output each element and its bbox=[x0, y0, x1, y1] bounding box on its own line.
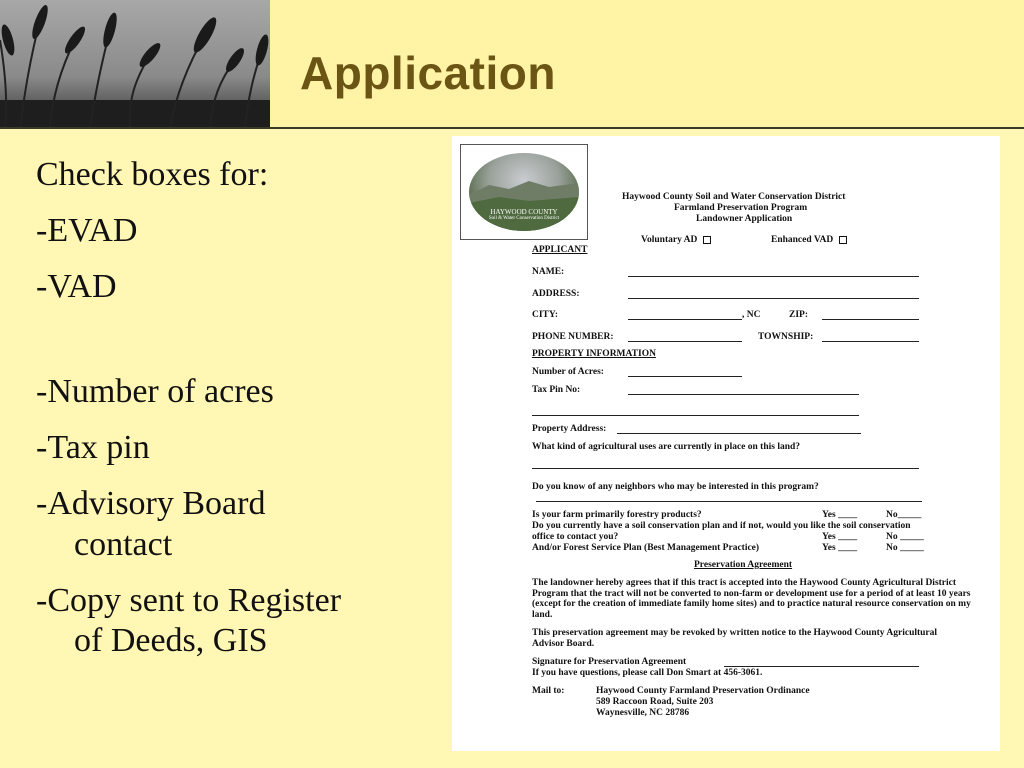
nc-label: , NC bbox=[742, 310, 761, 320]
zip-line[interactable] bbox=[822, 319, 919, 320]
bullet-advisory-board-cont: contact bbox=[74, 525, 173, 563]
address-label: ADDRESS: bbox=[532, 289, 580, 299]
mail-line-3: Waynesville, NC 28786 bbox=[596, 708, 690, 718]
slide-header bbox=[0, 0, 1024, 128]
tax-pin-label: Tax Pin No: bbox=[532, 385, 581, 395]
forest-plan-no[interactable]: No _____ bbox=[886, 543, 924, 553]
applicant-heading: APPLICANT bbox=[532, 245, 588, 255]
slide-title: Application bbox=[300, 47, 556, 99]
wheat-silhouette-image bbox=[0, 0, 270, 128]
bullet-evad: -EVAD bbox=[36, 211, 138, 249]
form-heading-2: Farmland Preservation Program bbox=[674, 203, 808, 213]
forest-plan-question: And/or Forest Service Plan (Best Management Practice) bbox=[532, 543, 760, 553]
forestry-no[interactable]: No_____ bbox=[886, 510, 922, 520]
forestry-question: Is your farm primarily forestry products? bbox=[532, 510, 702, 520]
property-address-line[interactable] bbox=[617, 433, 861, 434]
bullet-advisory-board: -Advisory Board bbox=[36, 484, 266, 522]
mail-line-1: Haywood County Farmland Preservation Ordinance bbox=[596, 686, 810, 696]
enhanced-vad-checkbox[interactable] bbox=[839, 236, 847, 244]
name-line[interactable] bbox=[628, 276, 919, 277]
address-line[interactable] bbox=[628, 298, 919, 299]
logo-text: HAYWOOD COUNTY Soil & Water Conservation District bbox=[488, 208, 560, 221]
soil-plan-yes[interactable]: Yes ____ bbox=[822, 532, 858, 542]
phone-line[interactable] bbox=[628, 341, 742, 342]
township-line[interactable] bbox=[822, 341, 919, 342]
bullet-tax-pin: -Tax pin bbox=[36, 429, 150, 467]
bullet-number-of-acres: -Number of acres bbox=[36, 373, 274, 411]
ag-uses-question: What kind of agricultural uses are currently in place on this land? bbox=[532, 442, 801, 452]
form-heading-1: Haywood County Soil and Water Conservation District bbox=[622, 192, 846, 202]
form-body bbox=[452, 136, 1000, 751]
city-line[interactable] bbox=[628, 319, 742, 320]
bullet-check-boxes: Check boxes for: bbox=[36, 156, 269, 193]
agreement-paragraph: The landowner hereby agrees that if this tract is accepted into the Haywood County Agricultural District Program that the tract will not be converted to non-farm or development use for a period of at least 10 years (except for the creation of immediate family home sites) and to practice natural resource conservation on my land. bbox=[532, 578, 971, 620]
soil-plan-question: Do you currently have a soil conservation plan and if not, would you like the soil conservation bbox=[532, 521, 911, 531]
soil-plan-question-cont: office to contact you? bbox=[532, 532, 619, 542]
city-label: CITY: bbox=[532, 310, 559, 320]
tax-pin-line[interactable] bbox=[628, 394, 859, 395]
voluntary-ad-checkbox[interactable] bbox=[703, 236, 711, 244]
township-label: TOWNSHIP: bbox=[758, 332, 814, 342]
preservation-agreement-heading: Preservation Agreement bbox=[694, 560, 793, 570]
voluntary-ad-label: Voluntary AD bbox=[641, 235, 711, 245]
ag-uses-line[interactable] bbox=[532, 468, 919, 469]
application-form-image bbox=[452, 136, 1000, 751]
neighbors-question: Do you know of any neighbors who may be interested in this program? bbox=[532, 482, 819, 492]
phone-label: PHONE NUMBER: bbox=[532, 332, 614, 342]
revoke-paragraph: This preservation agreement may be revoked by written notice to the Haywood County Agricultural Advisor Board. bbox=[532, 628, 938, 649]
forest-plan-yes[interactable]: Yes ____ bbox=[822, 543, 858, 553]
form-heading-3: Landowner Application bbox=[696, 214, 793, 224]
bullet-copy-sent-cont: of Deeds, GIS bbox=[74, 622, 268, 660]
bullet-gap bbox=[36, 322, 416, 372]
signature-line[interactable] bbox=[724, 666, 919, 667]
questions-text: If you have questions, please call Don Smart at 456-3061. bbox=[532, 668, 763, 678]
signature-label: Signature for Preservation Agreement bbox=[532, 657, 687, 667]
wheat-photo bbox=[0, 0, 270, 128]
acres-line[interactable] bbox=[628, 376, 742, 377]
bullet-vad: -VAD bbox=[36, 267, 117, 305]
bullet-list bbox=[36, 155, 416, 677]
soil-plan-no[interactable]: No _____ bbox=[886, 532, 924, 542]
acres-label: Number of Acres: bbox=[532, 367, 604, 377]
neighbors-line[interactable] bbox=[536, 501, 922, 502]
mail-to-label: Mail to: bbox=[532, 686, 565, 696]
enhanced-vad-label: Enhanced VAD bbox=[771, 235, 847, 245]
property-address-label: Property Address: bbox=[532, 424, 607, 434]
name-label: NAME: bbox=[532, 267, 565, 277]
mail-line-2: 589 Raccoon Road, Suite 203 bbox=[596, 697, 714, 707]
bullet-copy-sent: -Copy sent to Register bbox=[36, 581, 342, 619]
tax-pin-line-2[interactable] bbox=[532, 415, 859, 416]
zip-label: ZIP: bbox=[789, 310, 808, 320]
header-divider bbox=[0, 127, 1024, 129]
property-info-heading: PROPERTY INFORMATION bbox=[532, 349, 656, 359]
forestry-yes[interactable]: Yes ____ bbox=[822, 510, 858, 520]
